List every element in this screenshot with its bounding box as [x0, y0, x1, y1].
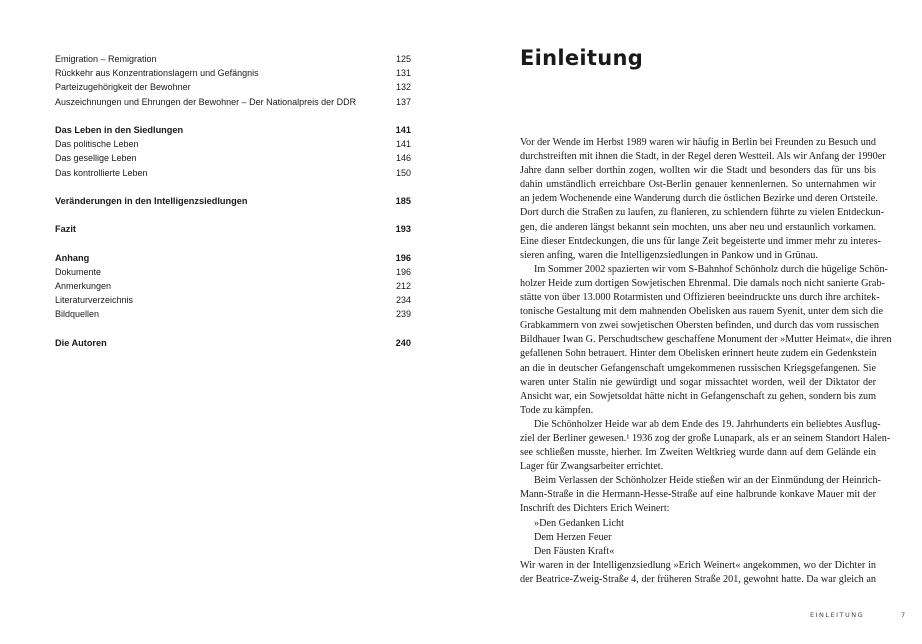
toc-spacer — [55, 208, 411, 222]
toc-section-heading — [55, 222, 411, 236]
toc-entry-page: 132 — [395, 82, 411, 93]
toc-section-heading — [55, 194, 411, 208]
toc-entry-title: Das gesellige Leben — [55, 153, 137, 164]
toc-section-heading — [55, 123, 411, 137]
toc-spacer — [55, 109, 411, 123]
toc-entry-page: 146 — [395, 153, 411, 164]
toc-entry-page: 125 — [395, 54, 411, 64]
toc-entry-page: 137 — [395, 96, 411, 107]
toc-spacer — [55, 180, 411, 194]
toc-entry-title: Die Autoren — [55, 337, 107, 348]
text-line: dahin umständlich erreichbare Ost-Berlin genauer kennenlernen. So unternahmen wir — [520, 179, 876, 191]
text-line: Dem Herzen Feuer — [534, 531, 612, 543]
toc-entry-page: 141 — [395, 139, 411, 150]
toc-entry-page: 240 — [395, 337, 411, 348]
toc-entry-title: Veränderungen in den Intelligenzsiedlungen — [55, 195, 248, 206]
text-line: Ansicht war, ein Sowjetsoldat hätte nicht in Gefangenschaft zu gehen, sondern bis zum — [520, 390, 876, 402]
toc-entry-page: 212 — [395, 281, 411, 291]
text-line: durchstreiften mit ihnen die Stadt, in der Regel deren Westteil. Als wir Anfang der 1990er — [520, 151, 886, 163]
text-line: Die Schönholzer Heide war ab dem Ende des 19. Jahrhunderts ein beliebtes Ausflug- — [534, 418, 881, 430]
text-line: ziel der Berliner gewesen.¹ 1936 zog der große Lunapark, als er an seinem Standort Halen- — [520, 432, 891, 444]
toc-entry — [55, 80, 411, 94]
text-line: Jahre dann selber dorthin zogen, wollten wir die Stadt und besonders das für uns bis — [520, 165, 876, 177]
text-line: an die in deutscher Gefangenschaft umgekommenen russischen Kriegsgefangenen. Sie — [520, 362, 876, 374]
toc-entry-title: Auszeichnungen und Ehrungen der Bewohner – Der Nationalpreis der DDR — [55, 96, 357, 107]
chapter-body-text — [520, 136, 892, 587]
toc-entry — [55, 166, 411, 180]
table-of-contents — [55, 52, 411, 350]
toc-section-heading — [55, 336, 411, 350]
chapter-title: Einleitung — [520, 46, 644, 70]
text-line: Mann-Straße in die Hermann-Hesse-Straße auf eine halbrunde konkave Mauer mit der — [520, 489, 876, 501]
text-line: der Beatrice-Zweig-Straße 4, der früheren Straße 201, gewohnt hatte. Da war gleich an — [520, 573, 876, 585]
toc-entry-title: Anhang — [55, 252, 90, 263]
toc-entry — [55, 293, 411, 307]
running-footer-label: EINLEITUNG — [810, 611, 865, 619]
toc-entry — [55, 151, 411, 165]
toc-spacer — [55, 236, 411, 250]
toc-entry — [55, 279, 411, 293]
toc-entry-page: 196 — [395, 252, 411, 263]
toc-entry — [55, 95, 411, 109]
text-line: holzer Heide zum dortigen Sowjetischen Ehrenmal. Die damals noch nicht sanierte Grab- — [520, 277, 885, 289]
text-line: Inschrift des Dichters Erich Weinert: — [520, 503, 670, 515]
toc-entry-title: Emigration – Remigration — [55, 54, 157, 64]
toc-entry-title: Dokumente — [55, 266, 102, 277]
text-line: sieren anfing, waren die Intelligenzsiedlungen in Pankow und in Grünau. — [520, 249, 818, 261]
toc-entry-title: Das Leben in den Siedlungen — [55, 124, 184, 135]
text-line: Vor der Wende im Herbst 1989 waren wir häufig in Berlin bei Freunden zu Besuch und — [520, 137, 876, 148]
text-line: gefallenen Sohn betrauert. Hinter dem Obelisken erinnert heute zudem ein Gedenkstein — [520, 348, 877, 360]
text-line: waren unter Stalin nie gewürdigt und sogar missachtet worden, weil der Diktator der — [520, 376, 876, 388]
text-line: Tode zu kämpfen. — [520, 404, 594, 416]
toc-entry-page: 196 — [395, 266, 411, 277]
page-number: 7 — [901, 611, 906, 619]
toc-entry-page: 150 — [395, 167, 411, 178]
text-line: Lager für Zwangsarbeiter errichtet. — [520, 461, 664, 473]
toc-entry — [55, 137, 411, 151]
toc-entry — [55, 265, 411, 279]
text-line: tonische Gestaltung mit dem mahnenden Obelisken aus rauem Syenit, unter dem sich die — [520, 306, 883, 318]
toc-entry-page: 234 — [395, 295, 411, 306]
text-line: Im Sommer 2002 spazierten wir vom S-Bahnhof Schönholz durch die hügelige Schön- — [534, 263, 888, 275]
text-line: gen, die anderen längst bekannt sein mochten, uns aber neu und erstaunlich vorkamen. — [520, 221, 876, 233]
toc-entry-title: Literaturverzeichnis — [55, 295, 134, 306]
toc-entry-page: 239 — [395, 309, 411, 320]
text-line: stätte von über 13.000 Rotarmisten und Offizieren beeindruckte uns durch ihre architek- — [520, 292, 880, 304]
text-line: Den Fäusten Kraft« — [534, 545, 615, 557]
toc-spacer — [55, 322, 411, 336]
text-line: »Den Gedanken Licht — [534, 517, 624, 529]
text-line: Eine dieser Entdeckungen, die uns für lange Zeit begeisterte und immer mehr zu interes- — [520, 235, 881, 247]
toc-entry-title: Das politische Leben — [55, 139, 139, 150]
toc-entry — [55, 66, 411, 80]
toc-entry — [55, 307, 411, 321]
text-line: Beim Verlassen der Schönholzer Heide stießen wir an der Einmündung der Heinrich- — [534, 475, 881, 487]
text-line: Grabkammern von zwei sowjetischen Obersten befinden, und durch das vom russischen — [520, 320, 880, 332]
toc-entry-title: Rückkehr aus Konzentrationslagern und Gefängnis — [55, 68, 259, 79]
toc-entry-title: Parteizugehörigkeit der Bewohner — [55, 82, 191, 93]
toc-entry-page: 131 — [395, 68, 411, 79]
toc-entry-page: 141 — [395, 124, 411, 135]
toc-entry-title: Fazit — [55, 224, 76, 235]
toc-section-heading — [55, 251, 411, 265]
toc-entry-page: 185 — [395, 195, 411, 206]
text-line: Dort durch die Straßen zu laufen, zu flanieren, zu schlendern führte zu vielen Entdeckun- — [520, 207, 885, 219]
toc-entry — [55, 52, 411, 66]
toc-entry-title: Bildquellen — [55, 309, 100, 320]
toc-entry-title: Das kontrollierte Leben — [55, 167, 148, 178]
toc-entry-title: Anmerkungen — [55, 281, 112, 291]
text-line: Bildhauer Iwan G. Perschudtschew geschaffene Monument der »Mutter Heimat«, die ihren — [520, 334, 892, 346]
text-line: an jedem Wochenende eine Wanderung durch die östlichen Bezirke und deren Ortsteile. — [520, 193, 878, 205]
toc-entry-page: 193 — [395, 224, 411, 235]
text-line: Wir waren in der Intelligenzsiedlung »Erich Weinert« angekommen, wo der Dichter in — [520, 559, 876, 571]
text-line: see schließen musste, hierher. Im Zweiten Weltkrieg wurde dann auf dem Gelände ein — [520, 447, 876, 459]
